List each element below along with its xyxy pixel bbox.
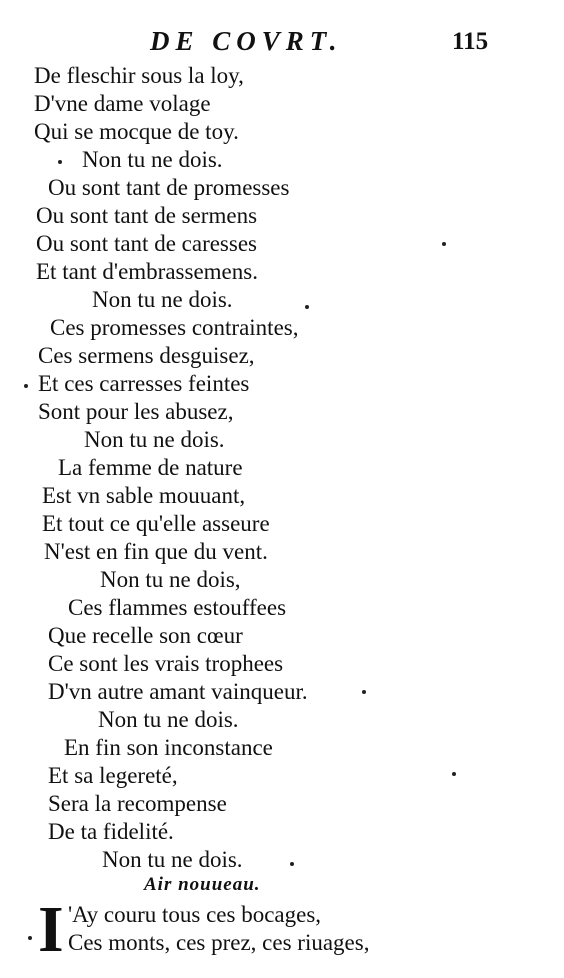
ink-speck: [452, 772, 456, 776]
poem-line: Ou sont tant de sermens: [36, 203, 258, 228]
ink-speck: [442, 242, 446, 246]
poem-line: Ces sermens desguisez,: [38, 343, 255, 368]
next-section-line: Ces monts, ces prez, ces riuages,: [68, 930, 370, 955]
poem-refrain: Non tu ne dois,: [100, 567, 241, 592]
ink-speck: [305, 305, 309, 309]
next-section-line: 'Ay couru tous ces bocages,: [68, 902, 322, 927]
ink-speck: [28, 936, 32, 940]
poem-line: Ou sont tant de caresses: [36, 231, 257, 256]
section-title: Air nouueau.: [144, 874, 261, 895]
poem-line: Et ces carresses feintes: [38, 371, 250, 396]
poem-line: N'est en fin que du vent.: [44, 539, 268, 564]
ink-speck: [24, 384, 28, 388]
poem-line: Ces promesses contraintes,: [50, 315, 299, 340]
poem-line: En fin son inconstance: [64, 735, 273, 760]
poem-refrain: Non tu ne dois.: [82, 147, 223, 172]
poem-refrain: Non tu ne dois.: [98, 707, 239, 732]
poem-line: La femme de nature: [58, 455, 243, 480]
poem-line: Et tant d'embrassemens.: [36, 259, 258, 284]
poem-line: Ou sont tant de promesses: [48, 175, 290, 200]
poem-line: Et tout ce qu'elle asseure: [42, 511, 270, 536]
poem-line: Et sa legereté,: [48, 763, 178, 788]
poem-line: Est vn sable mouuant,: [42, 483, 246, 508]
poem-line: Sont pour les abusez,: [38, 399, 234, 424]
poem-line: D'vn autre amant vainqueur.: [48, 679, 308, 704]
poem-refrain: Non tu ne dois.: [102, 847, 243, 872]
running-head: DE COVRT.: [150, 26, 343, 56]
poem-refrain: Non tu ne dois.: [84, 427, 225, 452]
ink-speck: [58, 160, 62, 164]
ink-speck: [362, 690, 366, 694]
poem-line: Qui se mocque de toy.: [34, 119, 239, 144]
poem-refrain: Non tu ne dois.: [92, 287, 233, 312]
poem-line: De ta fidelité.: [48, 819, 174, 844]
poem-line: Ces flammes estouffees: [68, 595, 287, 620]
poem-line: D'vne dame volage: [34, 91, 211, 116]
page-number: 115: [452, 28, 489, 55]
poem-line: De fleschir sous la loy,: [34, 63, 244, 88]
poem-line: Ce sont les vrais trophees: [48, 651, 284, 676]
ink-speck: [290, 862, 294, 866]
poem-line: Que recelle son cœur: [48, 623, 243, 648]
poem-line: Sera la recompense: [48, 791, 227, 816]
drop-cap: I: [38, 893, 64, 966]
